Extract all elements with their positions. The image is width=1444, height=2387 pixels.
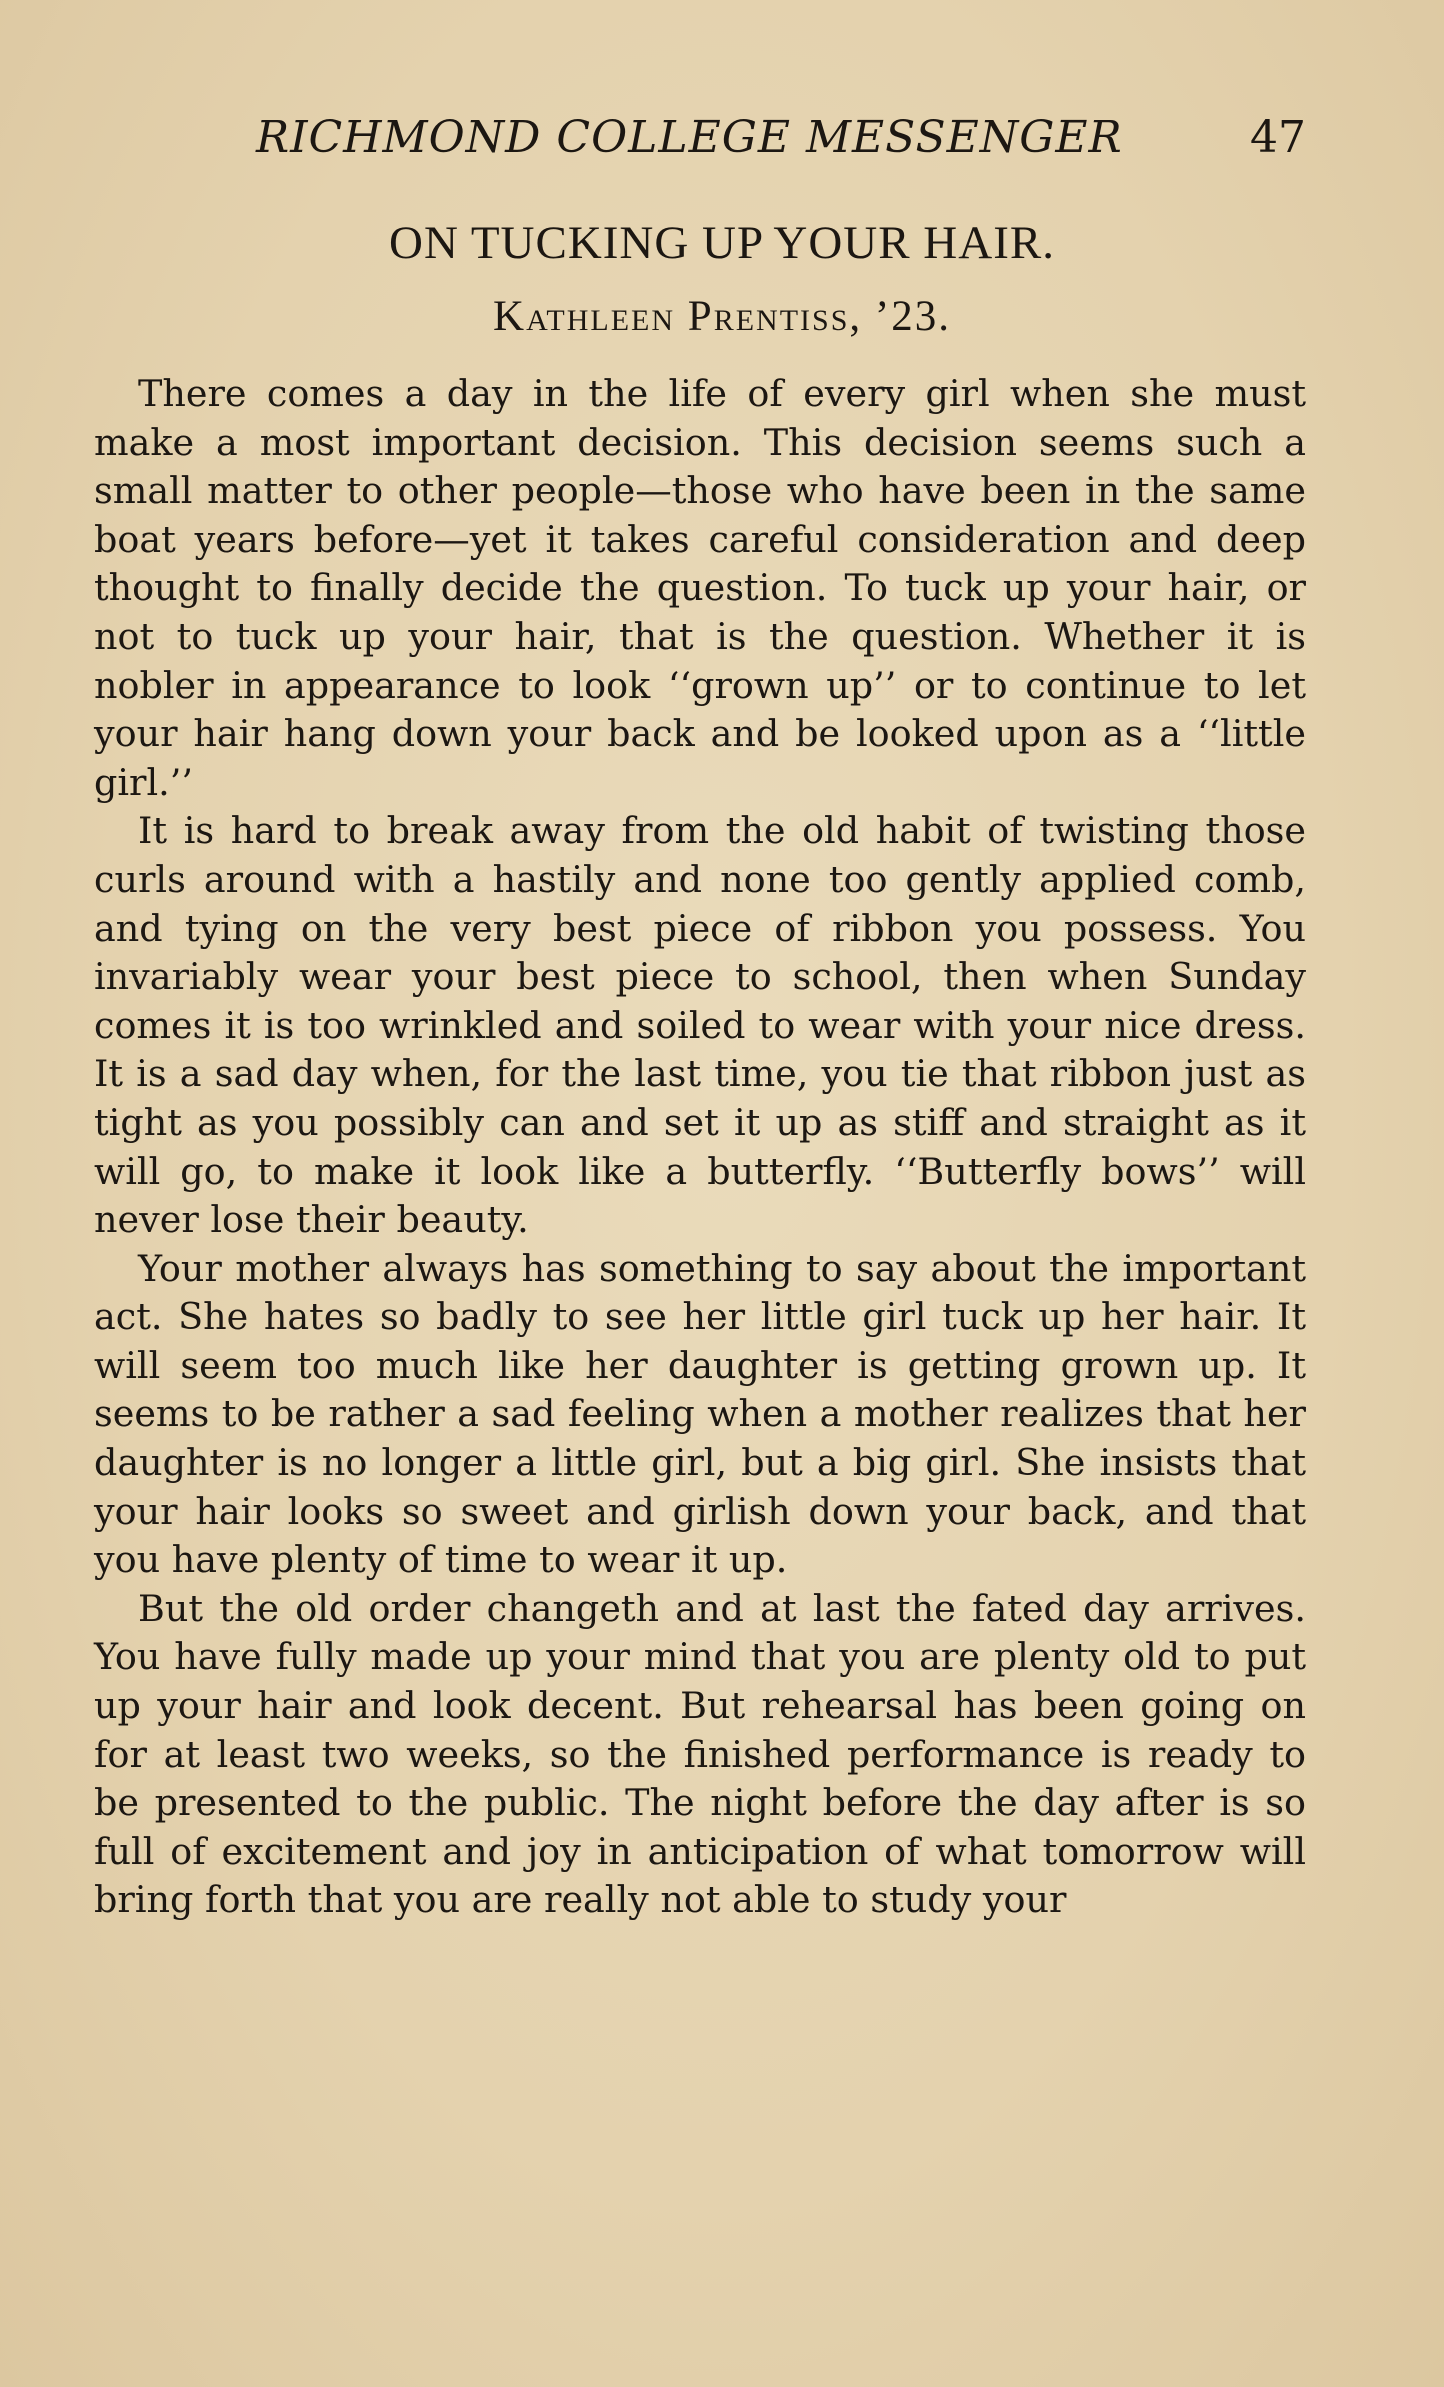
article-body <box>94 370 1306 1925</box>
journal-title: RICHMOND COLLEGE MESSENGER <box>256 112 1123 163</box>
article-title: ON TUCKING UP YOUR HAIR. <box>389 217 1055 269</box>
paragraph-4: But the old order changeth and at last the fated day arrives. You have fully made up your mind that you are plenty old to put up your hair and look decent. But rehearsal has been going on for at least two weeks, so the finished performance is ready to be presented to the public. The night before the day after is so full of excitement and joy in anticipation of what tomorrow will bring forth that you are really not able to study your <box>94 1586 1306 1922</box>
running-head <box>0 112 1444 172</box>
page-number: 47 <box>1250 112 1306 163</box>
paragraph-1: There comes a day in the life of every girl when she must make a most important decision. This decision seems such a small matter to other people—those who have been in the same boat years before—yet it takes careful consideration and deep thought to finally decide the question. To tuck up your hair, or not to tuck up your hair, that is the question. Whether it is nobler in appearance to look ‘‘grown up’’ or to continue to let your hair hang down your back and be looked upon as a ‘‘little girl.’’ <box>94 372 1306 804</box>
paragraph-3: Your mother always has something to say about the important act. She hates so badly to see her little girl tuck up her hair. It will seem too much like her daughter is getting grown up. It seems to be rather a sad feeling when a mother realizes that her daughter is no longer a little girl, but a big girl. She insists that your hair looks so sweet and girlish down your back, and that you have plenty of time to wear it up. <box>94 1246 1306 1582</box>
paragraph-2: It is hard to break away from the old habit of twisting those curls around with a hastily and none too gently applied comb, and tying on the very best piece of ribbon you possess. You invariably wear your best piece to school, then when Sunday comes it is too wrinkled and soiled to wear with your nice dress. It is a sad day when, for the last time, you tie that ribbon just as tight as you possibly can and set it up as stiff and straight as it will go, to make it look like a butterfly. ‘‘Butterfly bows’’ will never lose their beauty. <box>94 809 1306 1242</box>
article-byline: Kathleen Prentiss, ’23. <box>493 293 951 340</box>
